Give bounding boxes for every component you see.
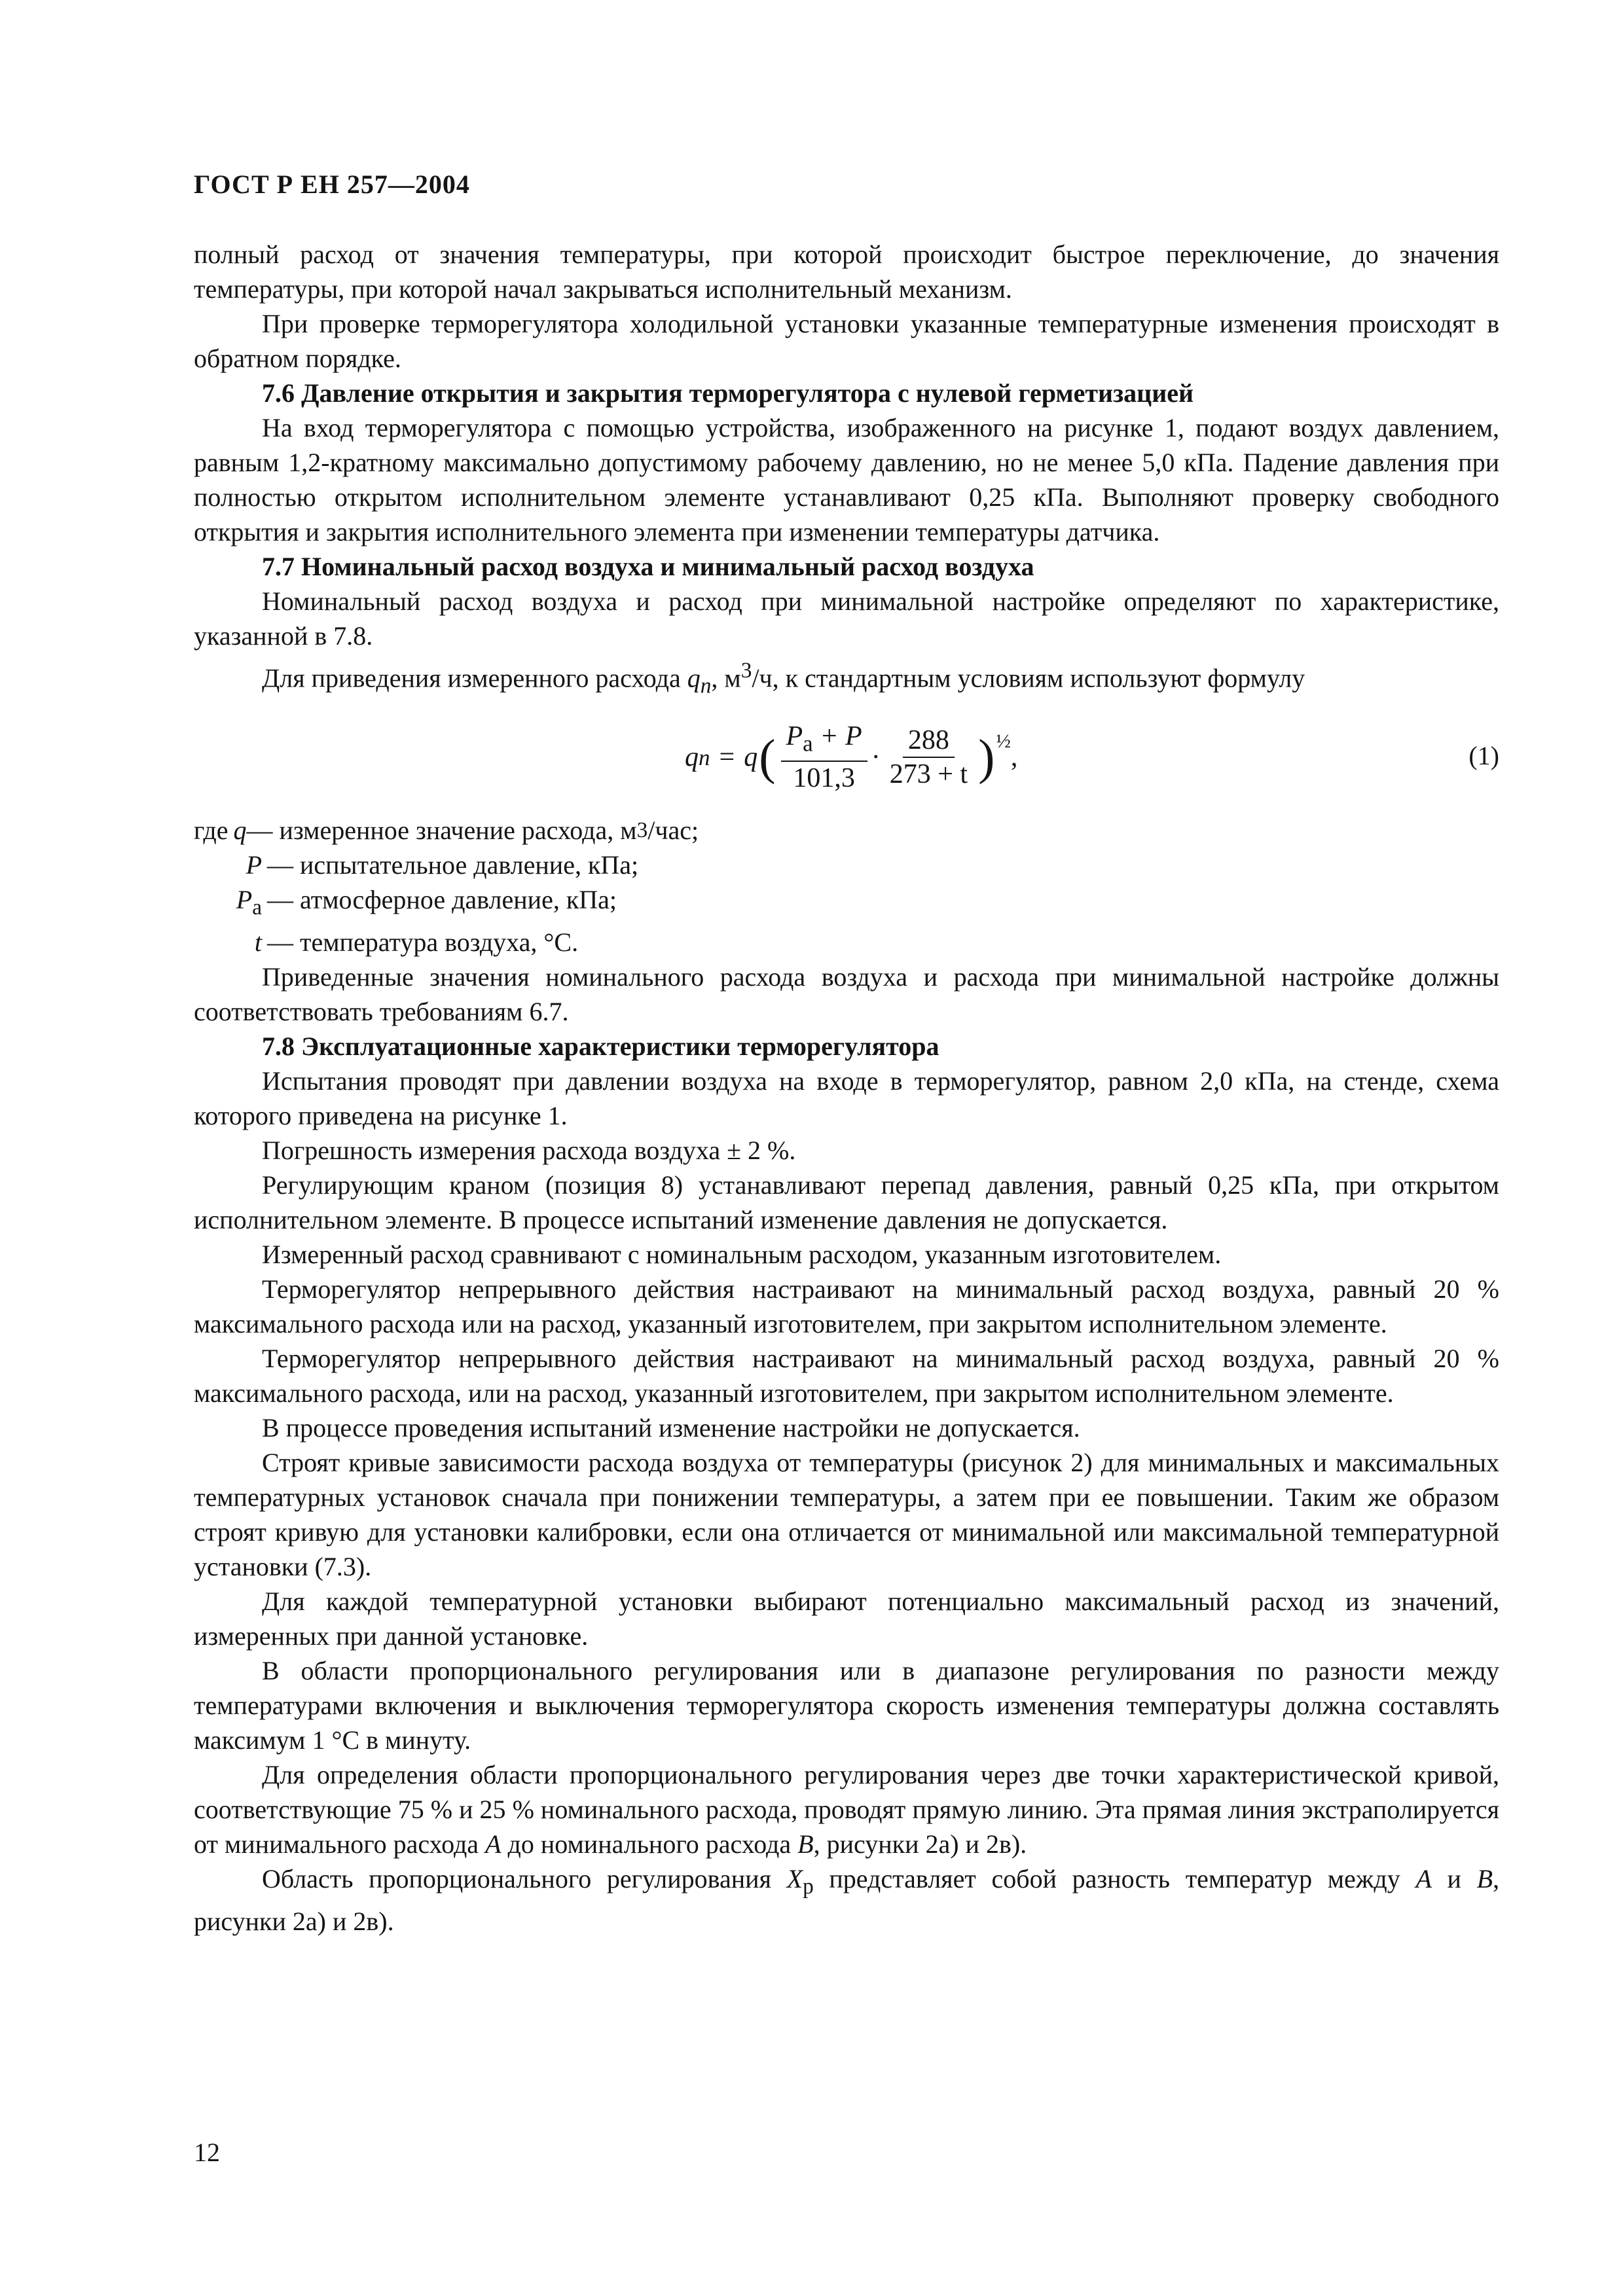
subscript-p: р xyxy=(803,1874,814,1899)
superscript-3: 3 xyxy=(740,658,752,683)
legend-row xyxy=(194,882,1499,925)
legend-symbol: t xyxy=(254,927,262,958)
subscript-n: n xyxy=(700,673,712,698)
variable-q: q xyxy=(687,663,701,693)
variable-a: A xyxy=(485,1829,501,1859)
fraction-2-numerator: 288 xyxy=(903,725,955,758)
section-7-8-paragraph: Строят кривые зависимости расхода воздуха от температуры (рисунок 2) для минимальных и максимальных температурных установок сначала при понижении температуры, а затем при ее повышении. Таким же образом строят кривую для установки калибровки, если она отличается от минимальной или максимальной температурной установки (7.3). xyxy=(194,1448,1499,1582)
legend-sup: 3 xyxy=(636,818,648,843)
text-run: и xyxy=(1431,1864,1477,1894)
intro-paragraph-1: полный расход от значения температуры, при которой происходит быстрое переключение, до значения температуры, при которой начал закрываться исполнительный механизм. xyxy=(194,240,1499,304)
legend-row xyxy=(194,848,1499,882)
section-7-7-paragraph-3: Приведенные значения номинального расхода воздуха и расхода при минимальной настройке должны соответствовать требованиям 6.7. xyxy=(194,962,1499,1027)
text-run: , м xyxy=(711,663,741,693)
legend-text: — испытательное давление, кПа; xyxy=(267,850,639,880)
formula-number: (1) xyxy=(1468,741,1499,771)
legend-symbol-wrap xyxy=(194,882,267,925)
formula-fraction-1 xyxy=(781,721,867,793)
text-run: Для приведения измеренного расхода xyxy=(262,663,687,693)
formula-lhs: q xyxy=(685,742,699,772)
text-run: , рисунки 2а) и 2в). xyxy=(813,1829,1027,1859)
formula-1 xyxy=(194,709,1499,808)
fraction-1-numerator xyxy=(781,721,867,761)
fraction-1-denominator: 101,3 xyxy=(793,762,855,793)
section-7-7-paragraph-1: Номинальный расход воздуха и расход при минимальной настройке определяют по характеристике, указанной в 7.8. xyxy=(194,586,1499,651)
section-7-8-paragraph: Испытания проводят при давлении воздуха на входе в терморегулятор, равном 2,0 кПа, на стенде, схема которого приведена на рисунке 1. xyxy=(194,1066,1499,1131)
section-7-8-heading: 7.8 Эксплуатационные характеристики терморегулятора xyxy=(262,1031,939,1062)
text-run: , рисунки 2а) и 2в). xyxy=(194,1864,1500,1937)
section-7-8-paragraph: В области пропорционального регулирования или в диапазоне регулирования по разности между температурами включения и выключения терморегулятора скорость изменения температуры должна составлять максимум 1 °С в минуту. xyxy=(194,1656,1499,1755)
document-body xyxy=(194,237,1499,1939)
section-7-6-heading: 7.6 Давление открытия и закрытия терморегулятора с нулевой герметизацией xyxy=(262,378,1194,408)
formula-dot: · xyxy=(871,742,881,772)
section-7-8-paragraph: Терморегулятор непрерывного действия настраивают на минимальный расход воздуха, равный 20 % максимального расхода, или на расход, указанный изготовителем, при закрытом исполнительном элементе. xyxy=(194,1344,1499,1408)
formula-q: q xyxy=(744,742,758,772)
text-run: Для определения области пропорционального регулирования через две точки характеристической кривой, соответствующие 75 % и 25 % номинального расхода, проводят прямую линию. Эта прямая линия экстраполируется от минимального расхода xyxy=(194,1760,1499,1859)
legend-lead: где xyxy=(194,816,228,846)
formula-expression xyxy=(685,721,1017,793)
legend-row xyxy=(194,813,1499,848)
fraction-2-denominator: 273 + t xyxy=(889,759,968,790)
section-7-7-paragraph-2 xyxy=(194,653,1499,703)
formula-equals: = xyxy=(719,742,735,772)
section-7-8-paragraph: Терморегулятор непрерывного действия настраивают на минимальный расход воздуха, равный 20 % максимального расхода или на расход, указанный изготовителем, при закрытом исполнительном элементе. xyxy=(194,1274,1499,1339)
numerator-p: P xyxy=(786,721,803,752)
text-run: представляет собой разность температур между xyxy=(813,1864,1416,1894)
formula-open-paren: ( xyxy=(759,730,776,785)
section-7-8-paragraph: Регулирующим краном (позиция 8) устанавливают перепад давления, равный 0,25 кПа, при открытом исполнительном элементе. В процессе испытаний изменение давления не допускается. xyxy=(194,1170,1499,1235)
variable-x: X xyxy=(786,1864,803,1894)
section-7-8-paragraph: Погрешность измерения расхода воздуха ± 2 %. xyxy=(262,1136,796,1166)
legend-symbol: P xyxy=(246,850,262,880)
document-header: ГОСТ Р ЕН 257—2004 xyxy=(194,170,470,199)
formula-exponent: ½ xyxy=(996,730,1011,753)
legend-text: — температура воздуха, °С. xyxy=(267,927,579,958)
legend-row xyxy=(194,925,1499,960)
section-7-8-paragraph: Измеренный расход сравнивают с номинальным расходом, указанным изготовителем. xyxy=(262,1240,1222,1270)
variable-b: B xyxy=(797,1829,814,1859)
intro-paragraph-2: При проверке терморегулятора холодильной установки указанные температурные изменения происходят в обратном порядке. xyxy=(194,309,1499,373)
legend-symbol: q xyxy=(233,816,247,846)
formula-lhs-sub: n xyxy=(699,744,710,770)
section-7-8-paragraph: Для каждой температурной установки выбирают потенциально максимальный расход из значений, измеренных при данной установке. xyxy=(194,1587,1499,1651)
section-7-6-text: На вход терморегулятора с помощью устройства, изображенного на рисунке 1, подают воздух давлением, равным 1,2-кратному максимально допустимому рабочему давлению, но не менее 5,0 кПа. Падение давления при полностью открытом исполнительном элементе устанавливают 0,25 кПа. Выполняют проверку свободного открытия и закрытия исполнительного элемента при изменении температуры датчика. xyxy=(194,413,1499,547)
section-7-8-paragraph: В процессе проведения испытаний изменение настройки не допускается. xyxy=(262,1413,1080,1443)
text-run: /ч, к стандартным условиям используют формулу xyxy=(752,663,1305,693)
variable-b: B xyxy=(1476,1864,1493,1894)
section-7-8-paragraph xyxy=(194,1757,1499,1861)
section-7-8-paragraph xyxy=(194,1861,1499,1939)
text-run: Область пропорционального регулирования xyxy=(262,1864,787,1894)
legend-text: — атмосферное давление, кПа; xyxy=(267,885,617,915)
legend-sub: а xyxy=(252,895,262,920)
formula-close-paren: ) xyxy=(978,730,995,785)
legend-tail: /час; xyxy=(647,816,699,846)
formula-comma: , xyxy=(1010,742,1018,772)
numerator-sub: a xyxy=(803,730,813,757)
legend-text: — измеренное значение расхода, м xyxy=(246,816,637,846)
legend-symbol: P xyxy=(236,885,253,915)
numerator-rest: + P xyxy=(812,721,862,752)
page-number: 12 xyxy=(194,2138,220,2167)
formula-legend xyxy=(194,813,1499,960)
formula-fraction-2 xyxy=(884,725,973,789)
text-run: до номинального расхода xyxy=(501,1829,798,1859)
section-7-7-heading: 7.7 Номинальный расход воздуха и минимальный расход воздуха xyxy=(262,552,1034,581)
variable-a: A xyxy=(1415,1864,1432,1894)
